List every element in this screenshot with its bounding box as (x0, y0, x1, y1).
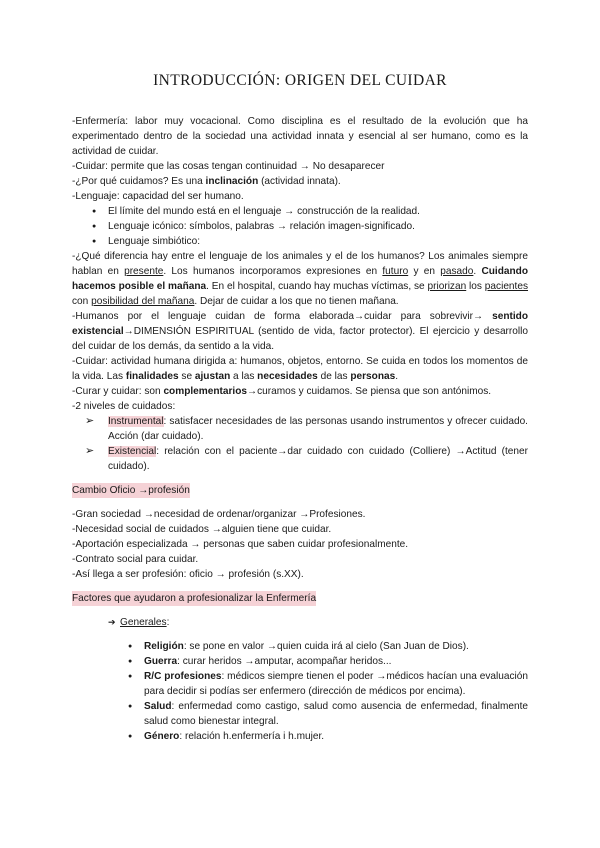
list-item: -Así llega a ser profesión: oficio → profesión (s.XX). (72, 569, 304, 580)
list-item: ● Guerra: curar heridos →amputar, acompañar heridos... (72, 654, 528, 669)
list-item: ● Religión: se pone en valor →quien cuida irá al cielo (San Juan de Dios). (72, 639, 528, 654)
list-item: -Aportación especializada → personas que saben cuidar profesionalmente. (72, 539, 409, 550)
paragraph-curar: -Curar y cuidar: son complementarios→curamos y cuidamos. Se piensa que son antónimos. (72, 386, 492, 397)
list-item: -Contrato social para cuidar. (72, 554, 199, 565)
list-item: -Necesidad social de cuidados →alguien tiene que cuidar. (72, 524, 332, 535)
list-item: ● Género: relación h.enfermería i h.mujer. (72, 729, 528, 744)
paragraph-por-que: -¿Por qué cuidamos? Es una inclinación (actividad innata). (72, 176, 341, 187)
section-heading-cambio: Cambio Oficio →profesión (72, 485, 190, 496)
paragraph-enfermeria: -Enfermería: labor muy vocacional. Como disciplina es el resultado de la evolución que ha experimentado dentro de la sociedad una actividad innata y esencial al ser humano, como es la actividad de cuidar. (72, 116, 528, 157)
list-item: ● Salud: enfermedad como castigo, salud como ausencia de enfermedad, finalmente salud como bienestar integral. (72, 699, 528, 729)
paragraph-actividad: -Cuidar: actividad humana dirigida a: humanos, objetos, entorno. Se cuida en todos los momentos de la vida. Las finalidades se ajustan a las necesidades de las personas. (72, 356, 528, 382)
paragraph-niveles: -2 niveles de cuidados: (72, 401, 176, 412)
paragraph-diferencia: -¿Qué diferencia hay entre el lenguaje de los animales y el de los humanos? Los animales siempre hablan en presente. Los humanos incorporamos expresiones en futuro y en pasado. Cuidando hacemos posible el mañana. En el hospital, cuando hay muchas víctimas, se priorizan los pacientes con posibilidad del mañana. Dejar de cuidar a los que no tienen mañana. (72, 251, 529, 307)
list-item: ● Lenguaje icónico: símbolos, palabras → relación imagen-significado. (72, 219, 528, 234)
list-item: ➢ Instrumental: satisfacer necesidades de las personas usando instrumentos y ofrecer cuidado. Acción (dar cuidado). (72, 414, 528, 444)
list-item: -Gran sociedad →necesidad de ordenar/organizar →Profesiones. (72, 509, 366, 520)
lenguaje-list (72, 204, 528, 249)
list-item: ● El límite del mundo está en el lenguaje → construcción de la realidad. (72, 204, 528, 219)
list-item: ➢ Existencial: relación con el paciente→dar cuidado con cuidado (Colliere) →Actitud (tener cuidado). (72, 444, 528, 474)
generales-heading: ➔ Generales: (72, 615, 528, 630)
section-heading-factores: Factores que ayudaron a profesionalizar la Enfermería (72, 593, 317, 604)
paragraph-cuidar: -Cuidar: permite que las cosas tengan continuidad → No desaparecer (72, 161, 385, 172)
document-body (72, 114, 528, 744)
list-item: ● R/C profesiones: médicos siempre tienen el poder →médicos hacían una evaluación para decidir si podías ser enfermero (dirección de médicos por encima). (72, 669, 528, 699)
factores-list (72, 639, 528, 744)
paragraph-lenguaje: -Lenguaje: capacidad del ser humano. (72, 191, 244, 202)
list-item: ● Lenguaje simbiótico: (72, 234, 528, 249)
niveles-list (72, 414, 528, 474)
page-title: INTRODUCCIÓN: ORIGEN DEL CUIDAR (153, 72, 447, 89)
paragraph-humanos: -Humanos por el lenguaje cuidan de forma elaborada→cuidar para sobrevivir→ sentido existencial→DIMENSIÓN ESPIRITUAL (sentido de vida, factor protector). El ejercicio y desarrollo del cuidar de los demás, da sentido a la vida. (72, 311, 528, 352)
